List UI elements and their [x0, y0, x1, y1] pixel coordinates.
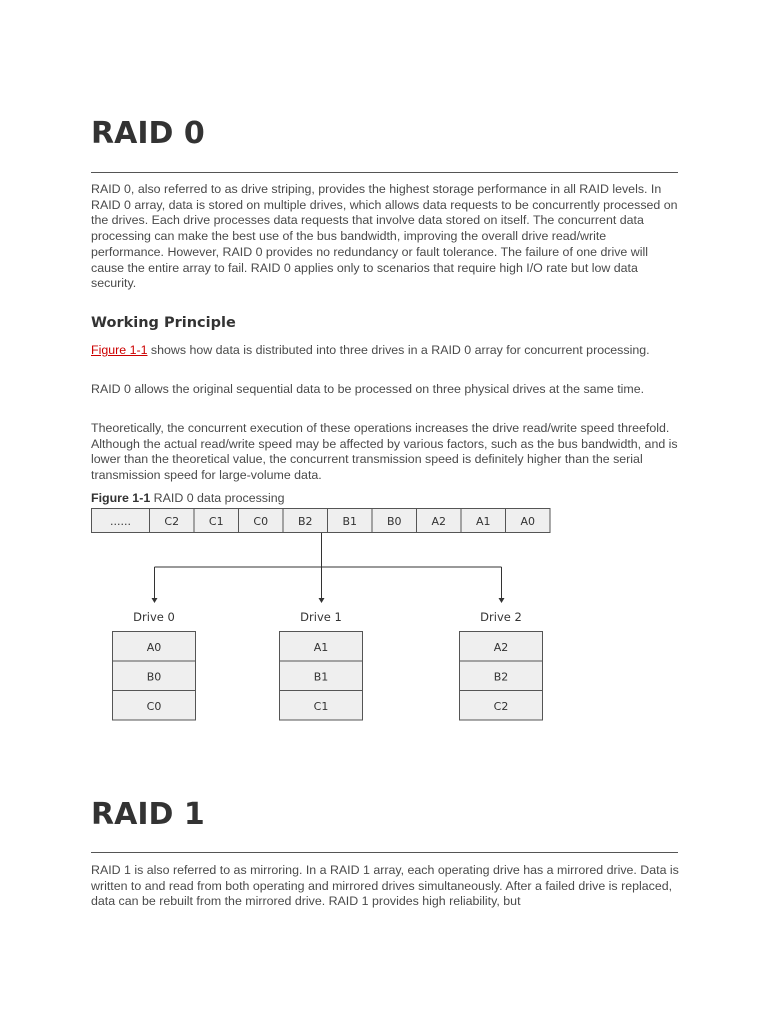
drive-block-label: C1 [313, 700, 329, 713]
arrow-head-icon [499, 598, 505, 603]
drive-block-label: A2 [493, 641, 509, 654]
drive-block-label: B0 [146, 670, 162, 684]
drive-block-label: B2 [493, 670, 509, 684]
raid0-heading: RAID 0 [91, 116, 205, 151]
distribution-connectors [152, 533, 505, 603]
sequence-cell-label: C1 [208, 515, 224, 528]
sequence-cell-label: A1 [475, 515, 491, 528]
sequence-cell-label: ...... [110, 515, 131, 528]
drive-label: Drive 0 [133, 610, 175, 624]
raid1-divider [91, 852, 678, 853]
sequence-cell-label: C2 [164, 515, 180, 528]
arrow-head-icon [152, 598, 158, 603]
drive-block-label: A0 [146, 641, 162, 654]
figure-caption [91, 491, 285, 505]
drive-label: Drive 2 [480, 610, 522, 624]
sequence-cell-label: B2 [297, 515, 313, 528]
drive-stacks [113, 610, 543, 720]
raid0-diagram [91, 507, 551, 723]
figure-reference-paragraph [91, 343, 681, 359]
drive-block-label: C0 [146, 700, 162, 713]
figure-label: Figure 1-1 [91, 491, 151, 505]
raid1-intro-paragraph: RAID 1 is also referred to as mirroring. In a RAID 1 array, each operating drive has a mirrored drive. Data is written to and read from both operating and mirrored drives simultaneously. After a failed drive is replaced, data can be rebuilt from the mirrored drive. RAID 1 provides high reliability, but [91, 863, 679, 909]
raid1-heading: RAID 1 [91, 797, 205, 832]
theory-paragraph: Theoretically, the concurrent execution of these operations increases the drive read/write speed threefold. Although the actual read/write speed may be affected by various factors, such as the bus bandwidth, and is lower than the theoretical value, the concurrent transmission speed is definitely higher than the serial transmission speed for large-volume data. [91, 421, 678, 483]
working-principle-heading: Working Principle [91, 315, 236, 331]
drive-label: Drive 1 [300, 610, 342, 624]
sequence-cell-label: A2 [431, 515, 447, 528]
sequence-cell-label: B0 [386, 515, 402, 528]
figure-reference-text: shows how data is distributed into three drives in a RAID 0 array for concurrent processing. [147, 343, 650, 357]
raid0-divider [91, 172, 678, 173]
data-sequence-strip [92, 509, 551, 533]
figure-1-1-link[interactable]: Figure 1-1 [91, 343, 148, 357]
sequence-cell-label: A0 [520, 515, 536, 528]
sequence-cell-label: B1 [342, 515, 358, 528]
sequence-cell-label: C0 [253, 515, 269, 528]
figure-caption-text: RAID 0 data processing [150, 491, 285, 505]
raid0-intro-paragraph: RAID 0, also referred to as drive striping, provides the highest storage performance in all RAID levels. In RAID 0 array, data is stored on multiple drives, which allows data requests to be concurrently processed on the drives. Each drive processes data requests that involve data stored on itself. The concurrent data processing can make the best use of the bus bandwidth, improving the overall drive read/write performance. However, RAID 0 provides no redundancy or fault tolerance. The failure of one drive will cause the entire array to fail. RAID 0 applies only to scenarios that require high I/O rate but low data security. [91, 182, 678, 291]
drive-block-label: C2 [493, 700, 509, 713]
drive-block-label: B1 [313, 670, 329, 684]
sequential-data-paragraph: RAID 0 allows the original sequential data to be processed on three physical drives at the same time. [91, 382, 645, 396]
arrow-head-icon [319, 598, 325, 603]
drive-block-label: A1 [313, 641, 329, 654]
